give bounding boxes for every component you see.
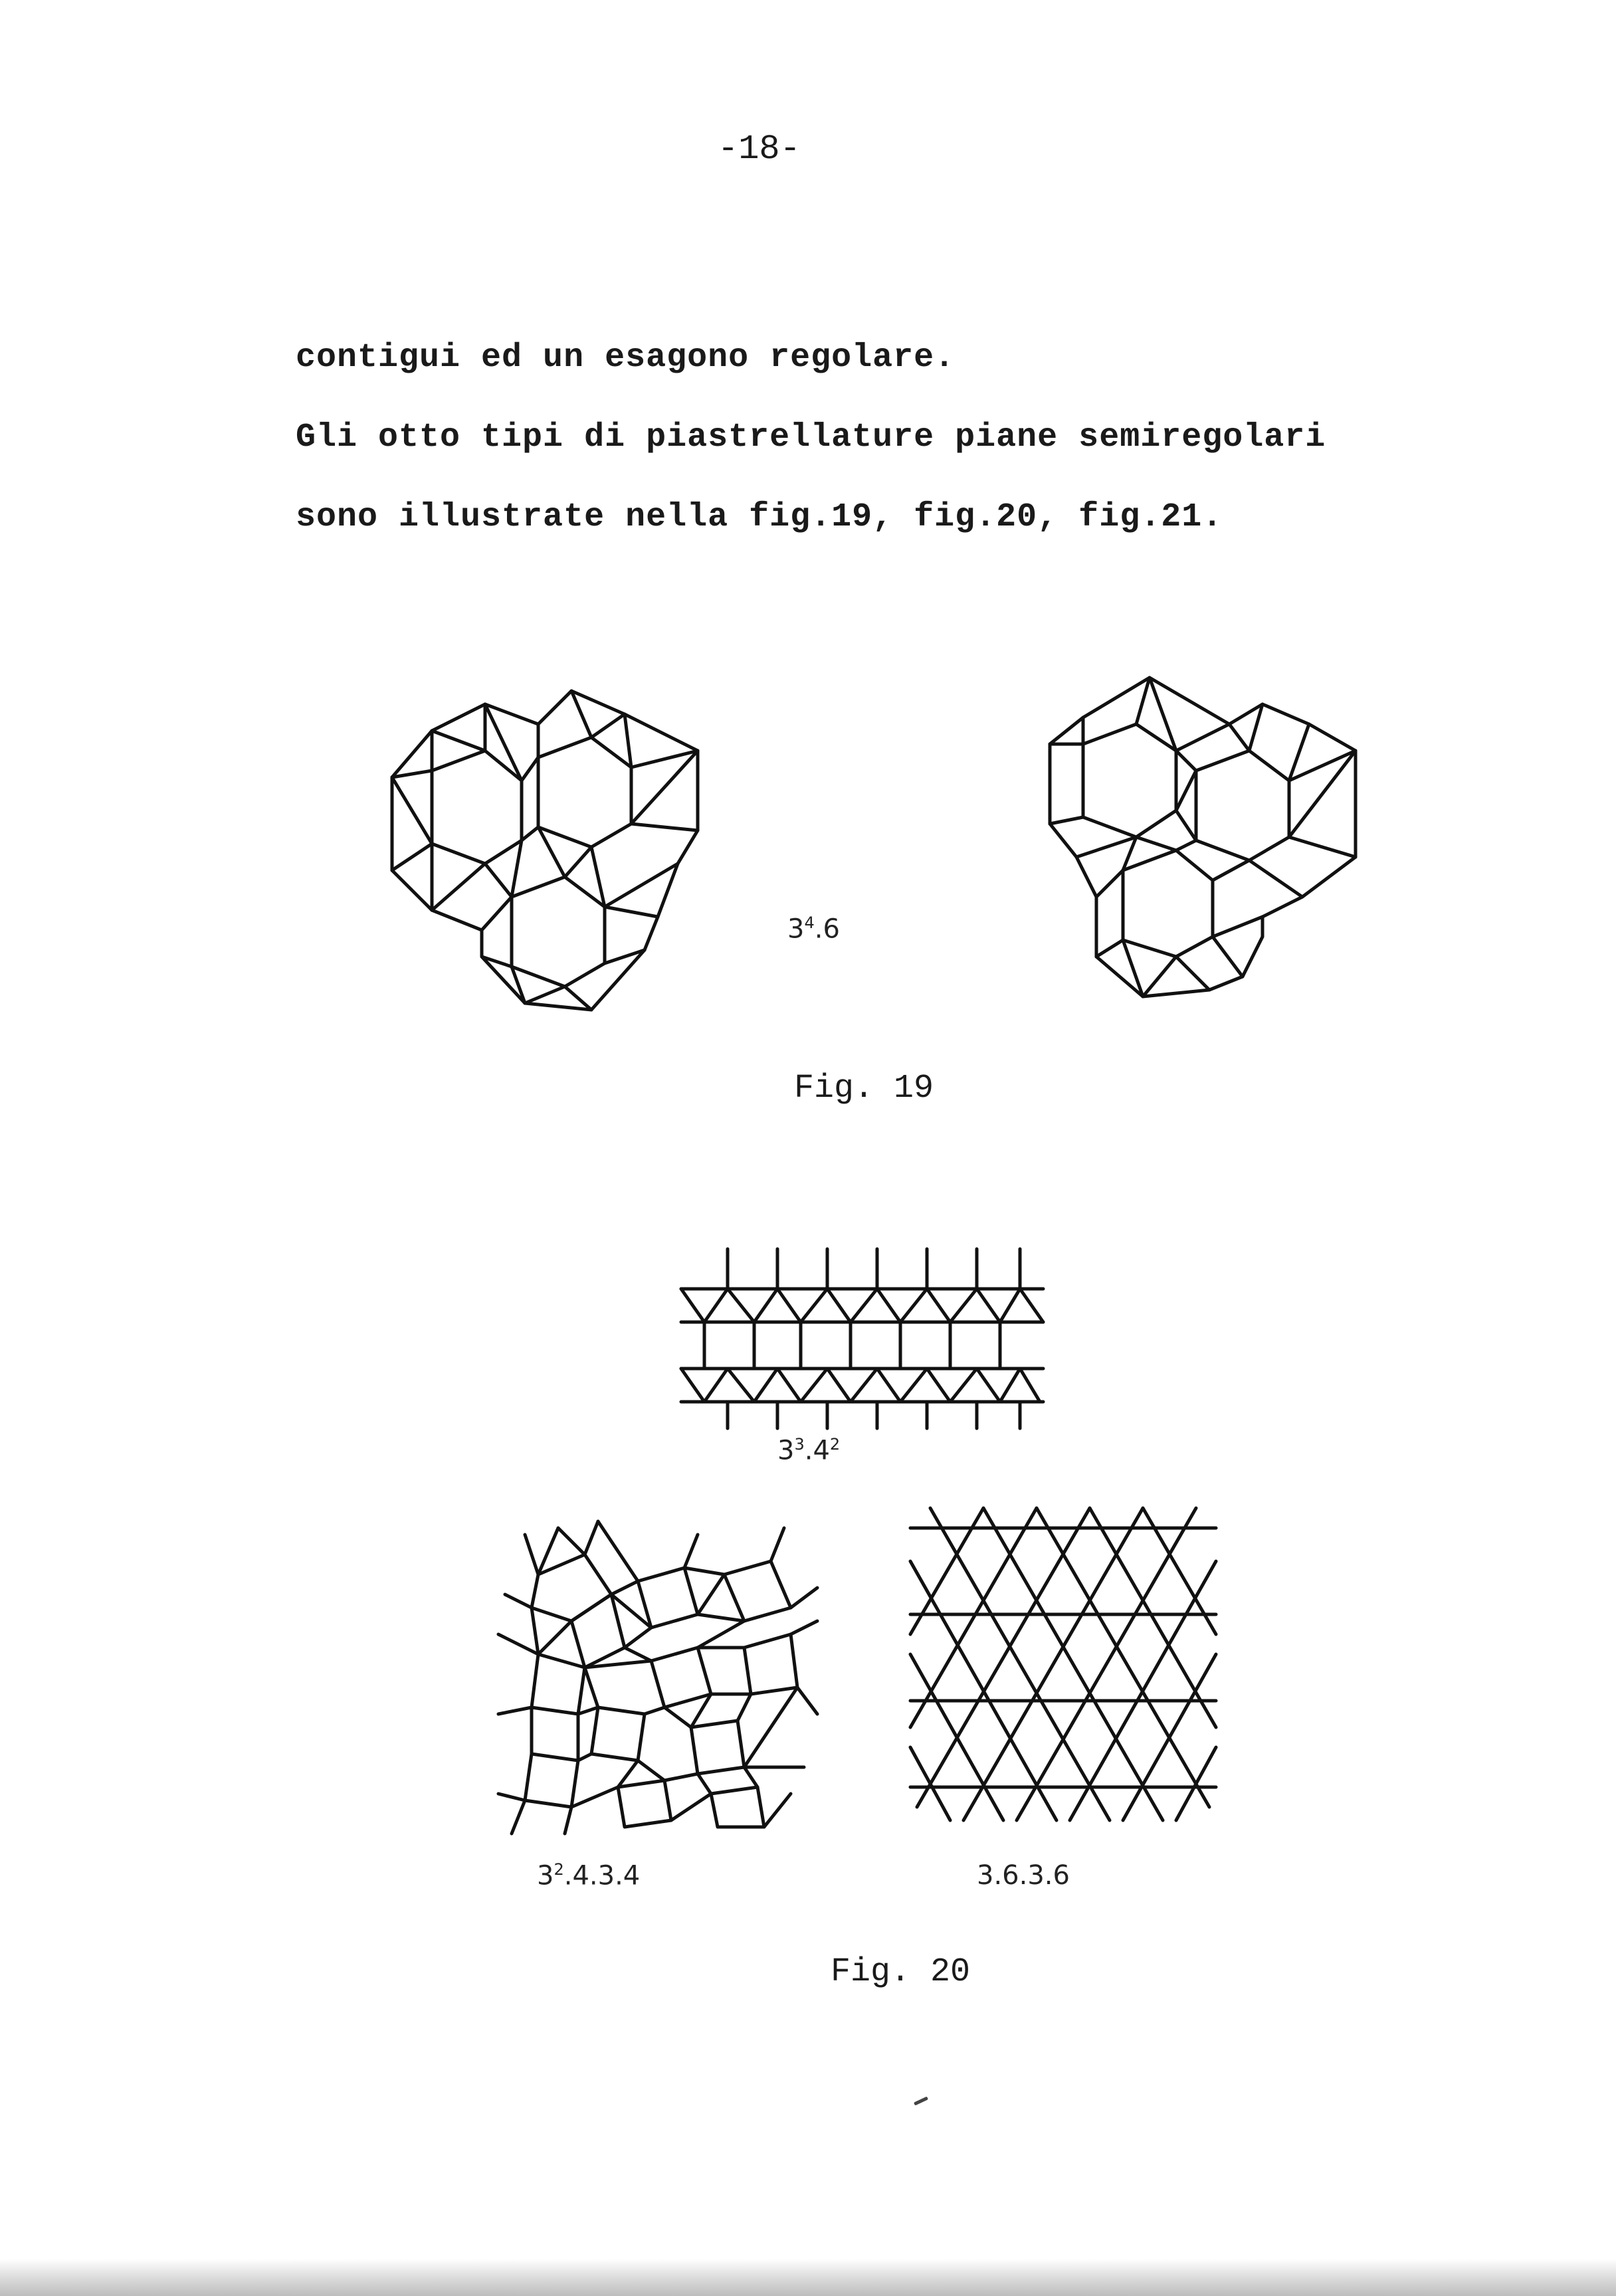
body-text-line-1: contigui ed un esagono regolare. [296,339,956,377]
fig20-notation-label-32434: $3^2.4.3.4$ [537,1860,641,1891]
body-text-line-3: sono illustrate nella fig.19, fig.20, fig.21. [296,498,1223,536]
fig20-caption: Fig. 20 [831,1953,971,1991]
scan-edge-shadow [0,2259,1616,2296]
fig19-notation-label: $3^4.6$ [787,913,840,945]
page-number: -18- [718,130,801,169]
fig19-tiling-right [1043,671,1369,1016]
fig20-tiling-3342 [671,1249,1043,1435]
scan-speck [914,2097,928,2106]
fig20-tiling-32434 [498,1515,824,1834]
body-text-line-2: Gli otto tipi di piastrellature piane semiregolari [296,419,1326,456]
fig20-notation-label-3636: 3.6.3.6 [977,1860,1070,1891]
fig19-caption: Fig. 19 [794,1070,934,1107]
fig20-tiling-3636 [904,1508,1223,1827]
fig19-tiling-left [385,678,704,1023]
fig20-notation-label-3342: $3^3.4^2$ [777,1435,841,1466]
